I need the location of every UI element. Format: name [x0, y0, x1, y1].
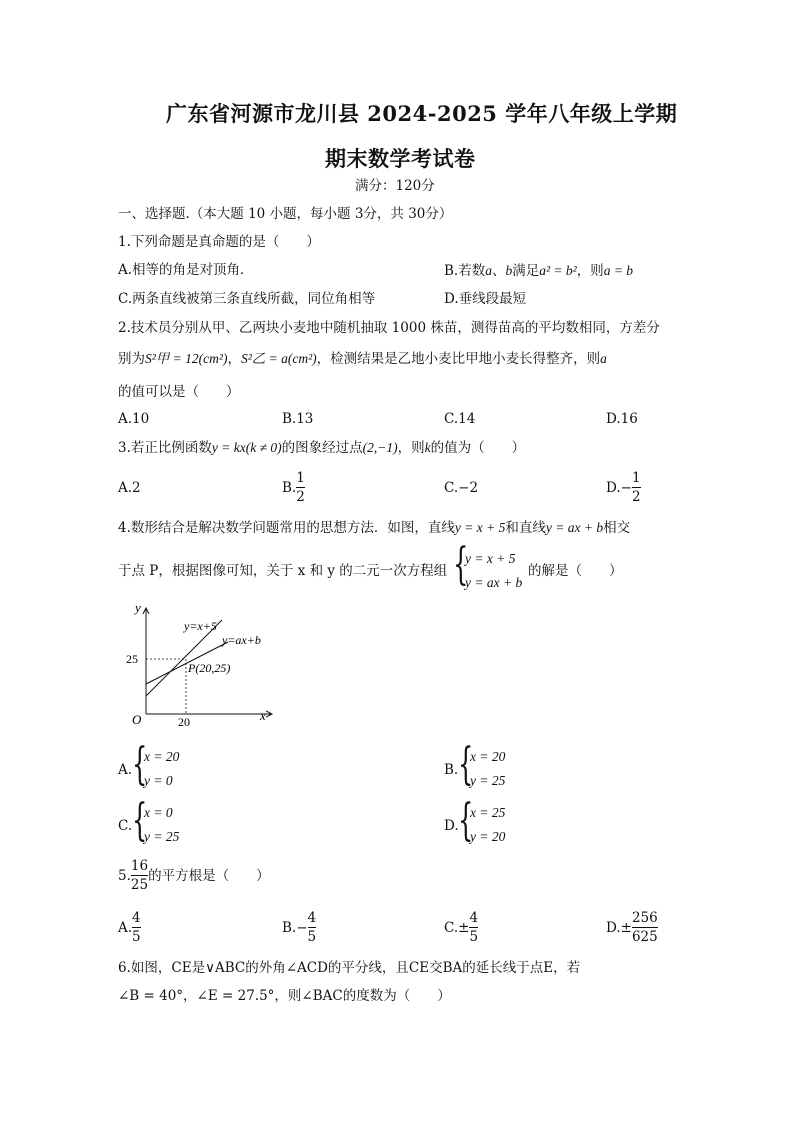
- q1-stem: 1.下列命题是真命题的是（ ）: [118, 234, 320, 250]
- q6-line-1: 6.如图，CE是∨ABC的外角∠ACD的平分线，且CE交BA的延长线于点E，若: [118, 960, 581, 976]
- q3-stem: 3.若正比例函数y = kx(k ≠ 0)的图象经过点(2,−1)，则k的值为（ ）: [118, 440, 526, 456]
- title-line-1: 广东省河源市龙川县 2024-2025 学年八年级上学期: [166, 101, 678, 126]
- q4-equation-system: [453, 539, 533, 593]
- q5-option-c: C.± $\frac{4}{5}$: [444, 910, 479, 945]
- q4-option-a: A. { x = 20 y = 0: [118, 739, 180, 790]
- q3-option-a: A.2: [118, 480, 141, 496]
- q5-option-a: A. $\frac{4}{5}$: [118, 910, 141, 945]
- q4-line-2-pre: 于点 P，根据图像可知，关于 x 和 y 的二元一次方程组: [118, 563, 448, 579]
- score-line: 满分：120分: [355, 178, 435, 194]
- q4-option-d: D. { x = 25 y = 20: [444, 795, 506, 846]
- q2-option-c: C.14: [444, 411, 476, 427]
- brace: {: [453, 539, 469, 590]
- q2-line-2: 别为S²甲 = 12(cm²)，S²乙 = a(cm²)，检测结果是乙地小麦比甲地小麦长得整齐，则a: [118, 351, 607, 367]
- q5-stem: 5. $\frac{16}{25}$ 的平方根是（ ）: [118, 858, 270, 893]
- x-tick-20: 20: [178, 715, 190, 729]
- y-axis-label: y: [135, 600, 141, 615]
- q1-option-c: C.两条直线被第三条直线所截，同位角相等: [118, 291, 376, 307]
- q2-option-d: D.16: [606, 411, 638, 427]
- q2-line-1: 2.技术员分别从甲、乙两块小麦地中随机抽取 1000 株苗，测得苗高的平均数相同，方差分: [118, 320, 660, 336]
- q6-line-2: ∠B = 40°，∠E = 27.5°，则∠BAC的度数为（ ）: [118, 988, 451, 1004]
- q2-option-a: A.10: [118, 411, 150, 427]
- q1-option-a: A.相等的角是对顶角．: [118, 262, 254, 278]
- q4-line-1: 4.数形结合是解决数学问题常用的思想方法．如图，直线y = x + 5和直线y = ax + b相交: [118, 520, 631, 536]
- q1-option-b: B.若数a、b满足a² = b²，则a = b: [444, 263, 634, 279]
- q5-option-b: B.− $\frac{4}{5}$: [282, 910, 317, 945]
- q3-option-c: C.−2: [444, 480, 479, 496]
- system-row-2: y = ax + b: [465, 575, 523, 590]
- line-label-1: y=x+5: [184, 619, 217, 633]
- title-line-2: 期末数学考试卷: [325, 146, 476, 171]
- q1-option-d: D.垂线段最短: [444, 291, 527, 307]
- line-label-2: y=ax+b: [222, 633, 261, 647]
- q4-option-c: C. { x = 0 y = 25: [118, 795, 180, 846]
- origin-label: O: [132, 712, 142, 727]
- q4-graph: [110, 598, 290, 733]
- q2-option-b: B.13: [282, 411, 314, 427]
- q4-line-2-post: 的解是（ ）: [528, 563, 623, 579]
- q5-option-d: D.± $\frac{256}{625}$: [606, 910, 658, 945]
- q4-option-b: B. { x = 20 y = 25: [444, 739, 506, 790]
- system-row-1: y = x + 5: [465, 551, 516, 566]
- point-p-label: P(20,25): [188, 661, 231, 675]
- y-tick-25: 25: [126, 652, 138, 666]
- q2-line-3: 的值可以是（ ）: [118, 384, 240, 400]
- x-axis-label: x: [260, 708, 266, 723]
- q3-option-b: B. $\frac{1}{2}$: [282, 470, 305, 505]
- q3-option-d: D.− $\frac{1}{2}$: [606, 470, 641, 505]
- section-heading: 一、选择题.（本大题 10 小题，每小题 3分，共 30分）: [118, 206, 453, 222]
